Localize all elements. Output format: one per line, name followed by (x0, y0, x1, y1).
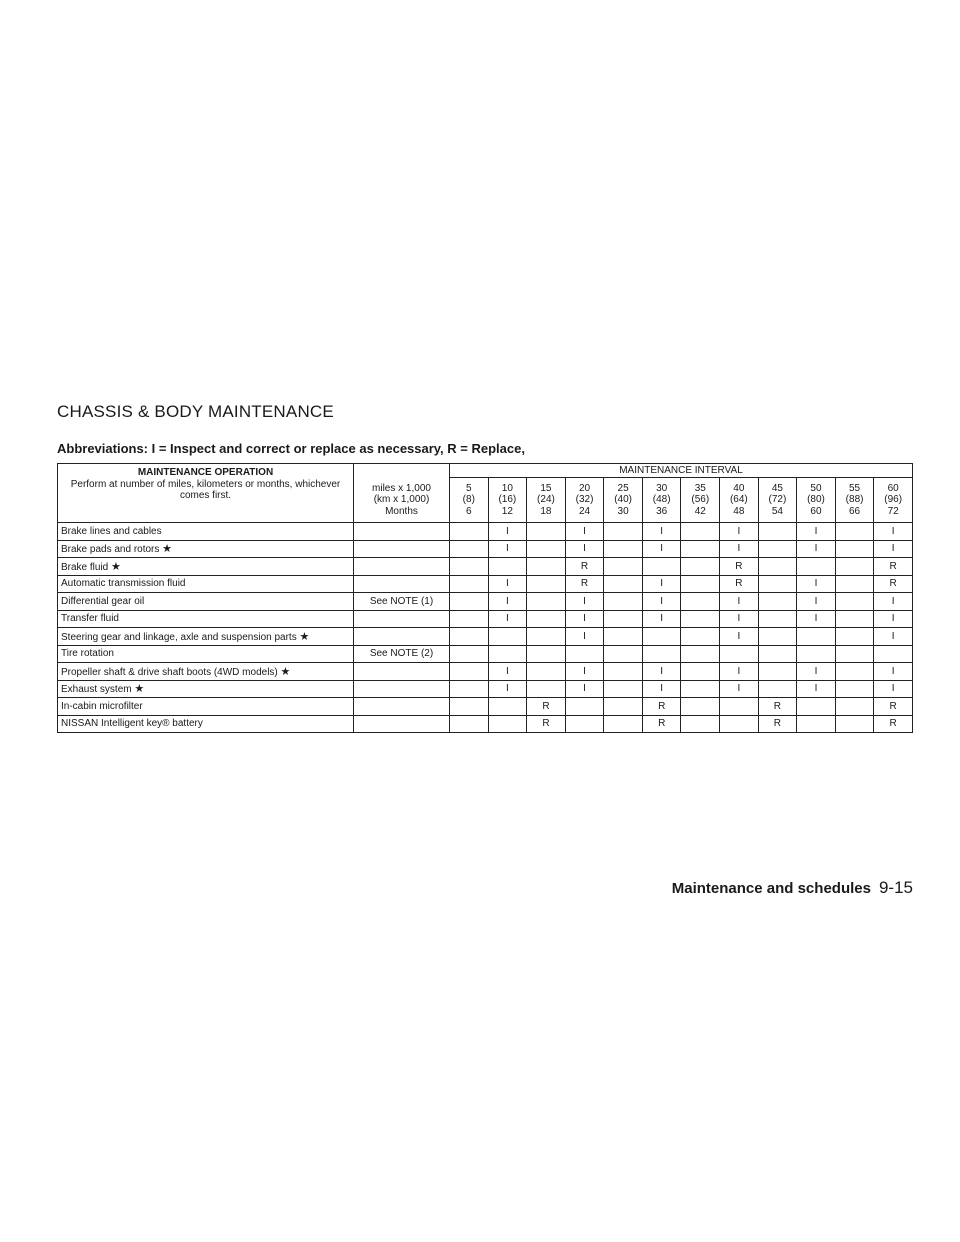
interval-km: (48) (652, 494, 671, 506)
interval-value-cell (527, 628, 566, 646)
interval-value-cell: I (797, 663, 836, 681)
interval-value-cell (797, 628, 836, 646)
interval-value-cell (604, 558, 643, 576)
interval-column-header (642, 478, 681, 523)
abbreviations-legend: Abbreviations: I = Inspect and correct or replace as necessary, R = Replace, (57, 441, 525, 456)
interval-value-cell (450, 680, 489, 698)
interval-miles: 25 (617, 482, 629, 494)
interval-column-header (565, 478, 604, 523)
interval-value-cell (450, 575, 489, 593)
operation-label: Transfer fluid (61, 613, 119, 625)
note-cell (354, 680, 450, 698)
interval-column-header (681, 478, 720, 523)
interval-value-cell (797, 698, 836, 716)
interval-value-cell (450, 698, 489, 716)
interval-km: (72) (768, 494, 787, 506)
interval-value-cell: I (797, 523, 836, 541)
interval-value-cell (527, 558, 566, 576)
operation-cell (58, 593, 354, 611)
table-row (58, 715, 913, 733)
interval-value-cell: I (874, 680, 913, 698)
interval-value-cell: I (565, 628, 604, 646)
note-cell (354, 575, 450, 593)
interval-value-cell: I (565, 663, 604, 681)
table-row (58, 628, 913, 646)
interval-months: 42 (694, 505, 706, 517)
footer-section-label: Maintenance and schedules (671, 880, 871, 897)
interval-value-cell (527, 593, 566, 611)
maintenance-operation-header (58, 464, 354, 523)
interval-value-cell: I (720, 680, 759, 698)
interval-value-cell: I (642, 575, 681, 593)
interval-value-cell (758, 645, 797, 663)
note-cell (354, 540, 450, 558)
interval-value-cell: I (565, 680, 604, 698)
operation-label: NISSAN Intelligent key® battery (61, 718, 203, 730)
interval-value-cell: I (488, 540, 527, 558)
interval-column-header (758, 478, 797, 523)
note-cell (354, 663, 450, 681)
interval-months: 54 (771, 505, 783, 517)
operation-label: Brake pads and rotors (61, 544, 160, 556)
operation-cell (58, 540, 354, 558)
interval-value-cell (450, 715, 489, 733)
operation-cell (58, 715, 354, 733)
interval-value-cell: I (874, 610, 913, 628)
interval-value-cell (450, 540, 489, 558)
interval-value-cell: I (874, 663, 913, 681)
interval-miles: 30 (656, 482, 668, 494)
interval-value-cell (681, 575, 720, 593)
star-icon: ★ (280, 665, 291, 678)
interval-value-cell (450, 645, 489, 663)
interval-miles: 55 (849, 482, 861, 494)
operation-cell (58, 610, 354, 628)
interval-value-cell (604, 628, 643, 646)
table-row (58, 645, 913, 663)
note-cell (354, 628, 450, 646)
interval-value-cell (835, 715, 874, 733)
interval-value-cell (797, 645, 836, 663)
interval-value-cell: I (488, 680, 527, 698)
operation-label: In-cabin microfilter (61, 700, 143, 712)
interval-value-cell (604, 540, 643, 558)
interval-value-cell: I (642, 610, 681, 628)
interval-value-cell: R (642, 715, 681, 733)
interval-months: 72 (887, 505, 899, 517)
operation-label: Steering gear and linkage, axle and suspension parts (61, 631, 297, 643)
interval-months: 36 (656, 505, 668, 517)
interval-miles: 40 (733, 482, 745, 494)
interval-value-cell: R (874, 715, 913, 733)
interval-value-cell (450, 523, 489, 541)
interval-km: (8) (462, 494, 475, 506)
interval-value-cell (450, 628, 489, 646)
interval-value-cell: I (488, 663, 527, 681)
interval-value-cell: I (874, 593, 913, 611)
interval-months: 24 (578, 505, 591, 517)
table-row (58, 540, 913, 558)
interval-value-cell: I (565, 523, 604, 541)
interval-value-cell (527, 645, 566, 663)
interval-value-cell (488, 715, 527, 733)
interval-value-cell (835, 558, 874, 576)
interval-value-cell (488, 628, 527, 646)
operation-cell (58, 663, 354, 681)
interval-value-cell: I (642, 663, 681, 681)
interval-miles: 50 (810, 482, 822, 494)
interval-value-cell (758, 523, 797, 541)
interval-value-cell (681, 558, 720, 576)
interval-value-cell (681, 628, 720, 646)
interval-value-cell: R (565, 575, 604, 593)
table-row (58, 663, 913, 681)
interval-value-cell (874, 645, 913, 663)
note-cell (354, 698, 450, 716)
interval-value-cell (604, 680, 643, 698)
interval-value-cell (835, 610, 874, 628)
interval-value-cell: I (488, 523, 527, 541)
interval-value-cell: I (797, 593, 836, 611)
table-row (58, 610, 913, 628)
interval-value-cell (488, 698, 527, 716)
maintenance-table (57, 463, 913, 733)
interval-months: 60 (810, 505, 822, 517)
interval-value-cell: I (797, 610, 836, 628)
interval-value-cell (720, 715, 759, 733)
interval-months: 12 (501, 505, 513, 517)
table-row (58, 680, 913, 698)
interval-value-cell: R (565, 558, 604, 576)
interval-value-cell (450, 558, 489, 576)
operation-cell (58, 645, 354, 663)
operation-label: Exhaust system (61, 684, 132, 696)
operation-cell (58, 575, 354, 593)
interval-value-cell: R (758, 698, 797, 716)
interval-months: 66 (849, 505, 861, 517)
interval-value-cell (758, 628, 797, 646)
operation-cell (58, 628, 354, 646)
interval-value-cell (758, 593, 797, 611)
interval-value-cell (527, 663, 566, 681)
interval-value-cell: I (720, 663, 759, 681)
interval-value-cell (604, 610, 643, 628)
star-icon: ★ (299, 630, 310, 643)
interval-value-cell: I (642, 523, 681, 541)
interval-value-cell (681, 680, 720, 698)
interval-miles: 60 (887, 482, 899, 494)
interval-value-cell (681, 663, 720, 681)
interval-value-cell (565, 645, 604, 663)
table-row (58, 698, 913, 716)
interval-value-cell (835, 663, 874, 681)
maintenance-table-container (57, 463, 912, 733)
interval-value-cell (681, 523, 720, 541)
interval-value-cell (604, 663, 643, 681)
interval-value-cell: I (797, 680, 836, 698)
interval-miles: 15 (540, 482, 552, 494)
maintenance-operation-description: Perform at number of miles, kilometers or months, whichever comes first. (70, 478, 341, 501)
interval-value-cell (604, 715, 643, 733)
interval-value-cell: R (642, 698, 681, 716)
interval-months: 18 (540, 505, 552, 517)
interval-value-cell: I (720, 523, 759, 541)
interval-value-cell (527, 575, 566, 593)
interval-value-cell (720, 698, 759, 716)
interval-value-cell (835, 680, 874, 698)
interval-value-cell: I (874, 540, 913, 558)
interval-value-cell (758, 575, 797, 593)
operation-label: Propeller shaft & drive shaft boots (4WD models) (61, 666, 278, 678)
interval-value-cell (604, 575, 643, 593)
maintenance-operation-title: MAINTENANCE OPERATION (137, 467, 274, 478)
operation-cell (58, 523, 354, 541)
interval-column-header (604, 478, 643, 523)
interval-value-cell (681, 540, 720, 558)
interval-value-cell: I (720, 610, 759, 628)
interval-value-cell (527, 523, 566, 541)
units-km: (km x 1,000) (373, 494, 430, 506)
page-number: 9-15 (878, 878, 913, 897)
interval-value-cell: I (488, 610, 527, 628)
interval-value-cell (450, 610, 489, 628)
interval-km: (40) (614, 494, 632, 506)
interval-value-cell: R (527, 715, 566, 733)
operation-label: Brake lines and cables (61, 525, 162, 537)
units-miles: miles x 1,000 (372, 482, 431, 494)
interval-value-cell: I (874, 628, 913, 646)
interval-value-cell (604, 645, 643, 663)
interval-value-cell: I (642, 540, 681, 558)
interval-value-cell: I (874, 523, 913, 541)
interval-miles: 35 (694, 482, 706, 494)
interval-value-cell: I (797, 540, 836, 558)
interval-value-cell (720, 645, 759, 663)
interval-months: 30 (617, 505, 629, 517)
star-icon: ★ (111, 560, 121, 573)
interval-value-cell (758, 540, 797, 558)
interval-value-cell (835, 575, 874, 593)
note-cell (354, 558, 450, 576)
interval-value-cell: I (642, 680, 681, 698)
interval-value-cell (797, 715, 836, 733)
star-icon: ★ (134, 683, 145, 696)
maintenance-interval-header: MAINTENANCE INTERVAL (450, 464, 913, 478)
interval-value-cell (450, 663, 489, 681)
interval-miles: 20 (578, 482, 591, 494)
interval-value-cell: I (720, 628, 759, 646)
interval-value-cell (604, 523, 643, 541)
interval-column-header (797, 478, 836, 523)
interval-value-cell (642, 558, 681, 576)
interval-value-cell (835, 698, 874, 716)
interval-months: 48 (733, 505, 745, 517)
note-cell (354, 715, 450, 733)
interval-value-cell (758, 610, 797, 628)
interval-km: (32) (575, 494, 594, 506)
operation-cell (58, 558, 354, 576)
interval-months: 6 (466, 505, 472, 517)
operation-label: Tire rotation (61, 648, 114, 660)
section-title: CHASSIS & BODY MAINTENANCE (57, 402, 334, 421)
interval-value-cell (642, 628, 681, 646)
page-footer (672, 878, 913, 898)
interval-km: (56) (691, 494, 710, 506)
interval-value-cell: R (720, 575, 759, 593)
table-row (58, 558, 913, 576)
interval-value-cell: I (720, 540, 759, 558)
table-row (58, 575, 913, 593)
note-cell: See NOTE (2) (354, 645, 450, 663)
interval-value-cell (835, 628, 874, 646)
interval-value-cell: R (720, 558, 759, 576)
interval-value-cell: R (874, 575, 913, 593)
interval-value-cell (527, 540, 566, 558)
interval-column-header (835, 478, 874, 523)
interval-value-cell (681, 715, 720, 733)
interval-km: (80) (807, 494, 825, 506)
interval-column-header (527, 478, 566, 523)
interval-value-cell: I (488, 575, 527, 593)
table-row (58, 593, 913, 611)
interval-value-cell (604, 593, 643, 611)
interval-value-cell (681, 610, 720, 628)
units-months: Months (385, 505, 418, 517)
interval-value-cell: I (720, 593, 759, 611)
interval-value-cell: I (565, 593, 604, 611)
interval-value-cell (681, 593, 720, 611)
interval-value-cell (758, 680, 797, 698)
note-cell (354, 523, 450, 541)
operation-cell (58, 698, 354, 716)
operation-label: Automatic transmission fluid (61, 578, 186, 590)
interval-value-cell (758, 663, 797, 681)
interval-value-cell: R (527, 698, 566, 716)
interval-miles: 45 (771, 482, 783, 494)
interval-value-cell (642, 645, 681, 663)
maintenance-table-body (58, 523, 913, 733)
interval-value-cell (488, 558, 527, 576)
interval-value-cell: R (874, 558, 913, 576)
operation-label: Brake fluid (61, 561, 109, 573)
interval-column-header (720, 478, 759, 523)
interval-value-cell (835, 540, 874, 558)
interval-km: (24) (537, 494, 555, 506)
interval-value-cell (835, 523, 874, 541)
interval-value-cell (681, 698, 720, 716)
interval-value-cell: R (758, 715, 797, 733)
interval-value-cell (797, 558, 836, 576)
interval-value-cell (527, 610, 566, 628)
operation-label: Differential gear oil (61, 595, 145, 607)
interval-value-cell: I (565, 610, 604, 628)
interval-column-header (874, 478, 913, 523)
interval-value-cell: I (488, 593, 527, 611)
interval-km: (16) (498, 494, 517, 506)
interval-column-header (488, 478, 527, 523)
interval-value-cell: I (642, 593, 681, 611)
interval-km: (96) (884, 494, 903, 506)
table-row (58, 523, 913, 541)
interval-value-cell (565, 698, 604, 716)
interval-value-cell (835, 645, 874, 663)
operation-cell (58, 680, 354, 698)
interval-value-cell (758, 558, 797, 576)
interval-value-cell (488, 645, 527, 663)
note-cell (354, 610, 450, 628)
units-header (354, 464, 450, 523)
interval-km: (88) (845, 494, 864, 506)
interval-miles: 5 (466, 482, 472, 494)
interval-value-cell: I (565, 540, 604, 558)
interval-value-cell: R (874, 698, 913, 716)
interval-column-header (450, 478, 489, 523)
interval-value-cell (527, 680, 566, 698)
interval-value-cell (604, 698, 643, 716)
interval-value-cell (835, 593, 874, 611)
note-cell: See NOTE (1) (354, 593, 450, 611)
interval-value-cell (565, 715, 604, 733)
interval-km: (64) (729, 494, 748, 506)
interval-value-cell: I (797, 575, 836, 593)
star-icon: ★ (162, 543, 173, 556)
interval-value-cell (681, 645, 720, 663)
interval-miles: 10 (501, 482, 513, 494)
interval-value-cell (450, 593, 489, 611)
